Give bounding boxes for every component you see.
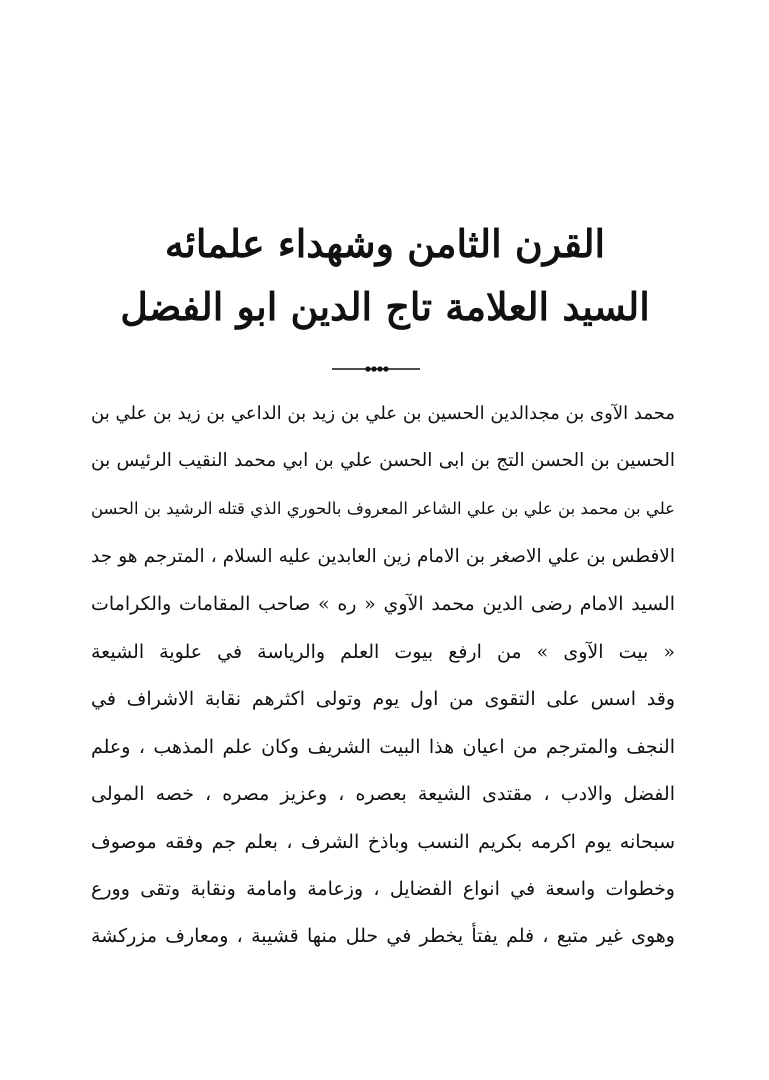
paragraph-line-10: سبحانه يوم اكرمه بكريم النسب وباذخ الشرف ، بعلم جم وفقه موصوف <box>91 831 675 853</box>
biography-title: السيد العلامة تاج الدين ابو الفضل <box>120 284 650 329</box>
paragraph-line-12: وهوى غير متبع ، فلم يفتأ يخطر في حلل منها قشيبة ، ومعارف مزركشة <box>91 925 675 947</box>
paragraph-line-8: النجف والمترجم من اعيان هذا البيت الشريف وكان علم المذهب ، وعلم <box>91 736 675 758</box>
paragraph-line-11: وخطوات واسعة في انواع الفضايل ، وزعامة وامامة ونقابة وتقى وورع <box>91 878 675 900</box>
paragraph-line-5: السيد الامام رضى الدين محمد الآوي « ره » صاحب المقامات والكرامات <box>91 593 675 615</box>
chapter-heading: القرن الثامن وشهداء علمائه <box>164 221 606 266</box>
paragraph-line-4: الافطس بن علي الاصغر بن الامام زين العابدين عليه السلام ، المترجم هو جد <box>91 546 675 567</box>
paragraph-line-1: محمد الآوى بن مجدالدين الحسين بن علي بن زيد بن الداعي بن زيد بن علي بن <box>91 403 675 424</box>
paragraph-line-2: الحسين بن الحسن التج بن ابى الحسن علي بن ابي محمد النقيب الرئيس بن <box>91 450 675 471</box>
paragraph-line-6: « بيت الآوى » من ارفع بيوت العلم والرياسة في علوية الشيعة <box>91 641 675 663</box>
divider-ornament <box>330 362 422 376</box>
paragraph-line-9: الفضل والادب ، مقتدى الشيعة بعصره ، وعزيز مصره ، خصه المولى <box>91 783 675 805</box>
paragraph-line-7: وقد اسس على التقوى من اول يوم وتولى اكثرهم نقابة الاشراف في <box>91 688 675 710</box>
paragraph-line-3: علي بن محمد بن علي بن علي الشاعر المعروف بالحوري الذي قتله الرشيد بن الحسن <box>91 499 675 518</box>
